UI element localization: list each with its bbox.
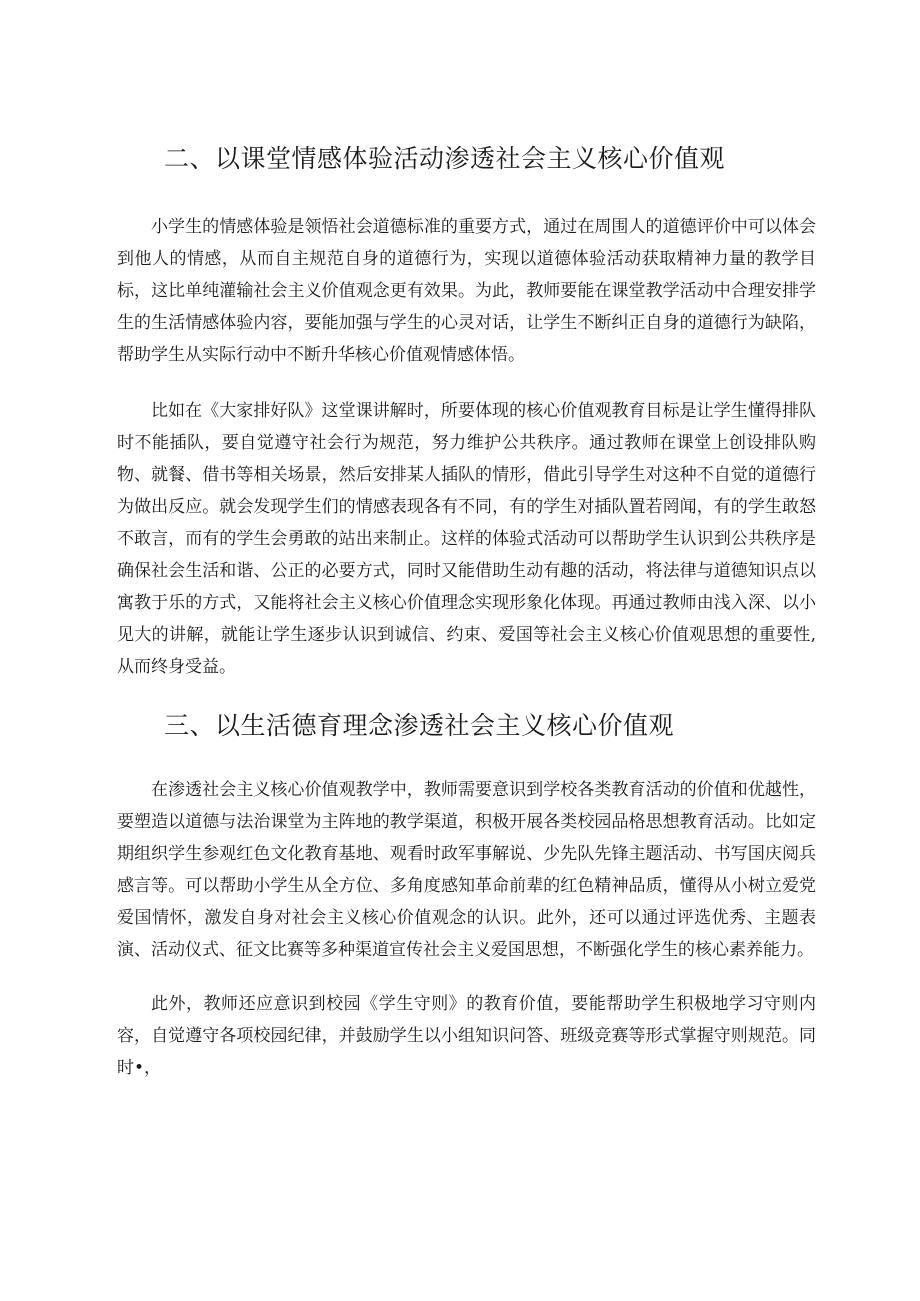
section-heading-three: 三、以生活德育理念渗透社会主义核心价值观 xyxy=(164,710,675,740)
section-three-paragraph-two: 此外，教师还应意识到校园《学生守则》的教育价值，要能帮助学生积极地学习守则内容，自觉遵守各项校园纪律，并鼓励学生以小组知识问答、班级竞赛等形式掌握守则规范。同时•， xyxy=(117,994,816,1078)
section-three-paragraph-one: 在渗透社会主义核心价值观教学中，教师需要意识到学校各类教育活动的价值和优越性，要塑造以道德与法治课堂为主阵地的教学渠道，积极开展各类校园品格思想教育活动。比如定期组织学生参观红色文化教育基地、观看时政军事解说、少先队先锋主题活动、书写国庆阅兵感言等。可以帮助小学生从全方位、多角度感知革命前辈的红色精神品质，懂得从小树立爱党爱国情怀，激发自身对社会主义核心价值观念的认识。此外，还可以通过评选优秀、主题表演、活动仪式、征文比赛等多种渠道宣传社会主义爱国思想，不断强化学生的核心素养能力。 xyxy=(117,780,816,960)
section-heading-two: 二、以课堂情感体验活动渗透社会主义核心价值观 xyxy=(164,144,726,173)
section-two-paragraph-one: 小学生的情感体验是领悟社会道德标准的重要方式，通过在周围人的道德评价中可以体会到他人的情感，从而自主规范自身的道德行为，实现以道德体验活动获取精神力量的教学目标，这比单纯灌输社会主义价值观念更有效果。为此，教师要能在课堂教学活动中合理安排学生的生活情感体验内容，要能加强与学生的心灵对话，让学生不断纠正自身的道德行为缺陷，帮助学生从实际行动中不断升华核心价值观情感体悟。 xyxy=(117,216,816,365)
section-two-paragraph-two: 比如在《大家排好队》这堂课讲解时，所要体现的核心价值观教育目标是让学生懂得排队时不能插队，要自觉遵守社会行为规范，努力维护公共秩序。通过教师在课堂上创设排队购物、就餐、借书等相关场景，然后安排某人插队的情形，借此引导学生对这种不自觉的道德行为做出反应。就会发现学生们的情感表现各有不同，有的学生对插队置若罔闻，有的学生敢怒不敢言，而有的学生会勇敢的站出来制止。这样的体验式活动可以帮助学生认识到公共秩序是确保社会生活和谐、公正的必要方式，同时又能借助生动有趣的活动，将法律与道德知识点以寓教于乐的方式，又能将社会主义核心价值理念实现形象化体现。再通过教师由浅入深、以小见大的讲解，就能让学生逐步认识到诚信、约束、爱国等社会主义核心价值观思想的重要性,从而终身受益。 xyxy=(117,400,816,677)
